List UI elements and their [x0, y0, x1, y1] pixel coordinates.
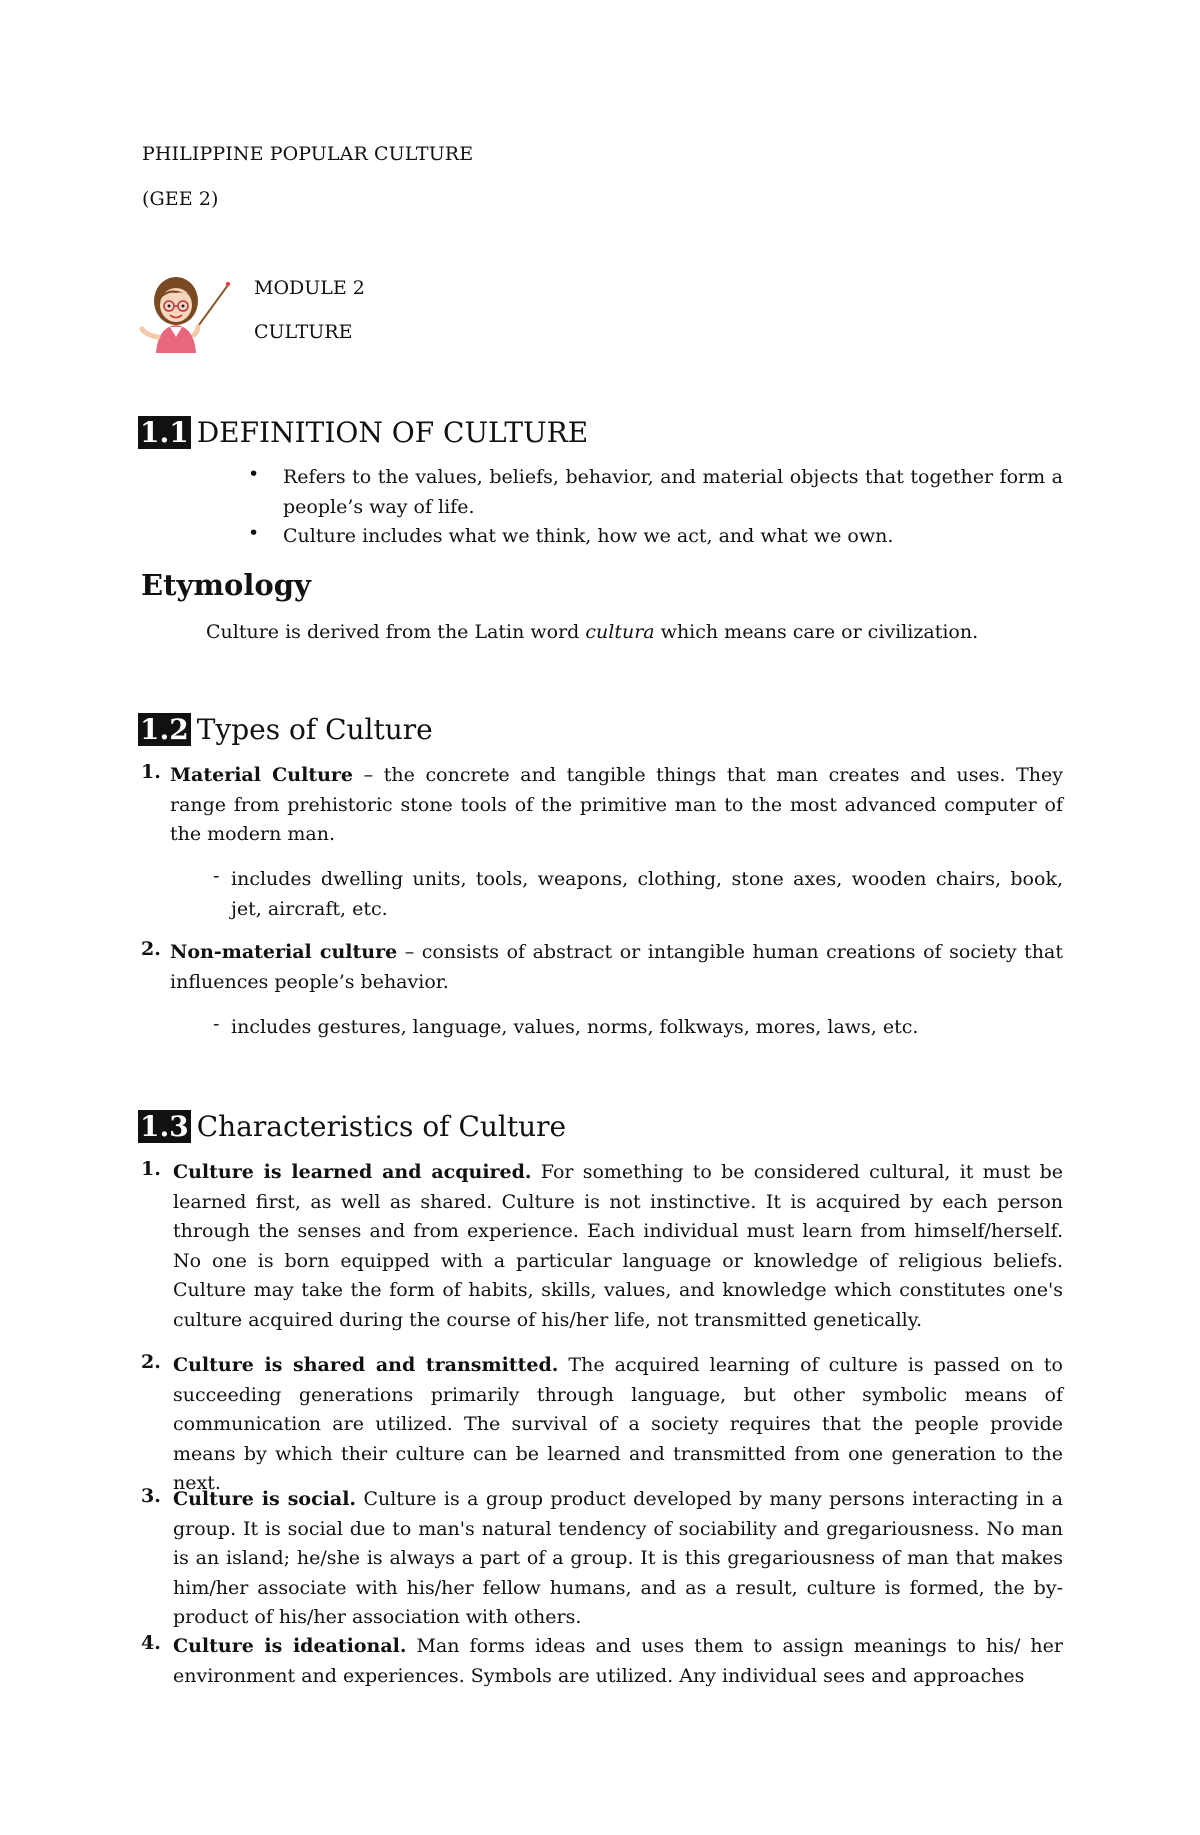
list-number: 3.: [141, 1485, 161, 1507]
sub-item-text: includes dwelling units, tools, weapons, clothing, stone axes, wooden chairs, book, jet, aircraft, etc.: [231, 868, 1063, 920]
latin-word: cultura: [585, 621, 655, 643]
list-item: Material Culture – the concrete and tangible things that man creates and uses. They range from prehistoric stone tools of the primitive man to the most advanced computer of the modern man.: [170, 764, 1064, 845]
list-number: 4.: [141, 1632, 161, 1654]
section-number: 1.1: [140, 416, 189, 449]
section-title: Characteristics of Culture: [196, 1110, 567, 1143]
etymology-text: Culture is derived from the Latin word cultura which means care or civilization.: [206, 621, 979, 643]
section-heading-1: [138, 416, 588, 449]
bullet-icon: •: [248, 522, 260, 544]
course-title: PHILIPPINE POPULAR CULTURE: [142, 143, 474, 165]
etymology-heading: Etymology: [141, 568, 311, 602]
list-item: Culture is ideational. Man forms ideas and uses them to assign meanings to his/ her environment and experiences. Symbols are utilized. Any individual sees and approaches: [173, 1635, 1063, 1687]
module-number: MODULE 2: [254, 277, 365, 299]
course-code: (GEE 2): [142, 188, 219, 210]
bullet-text: Refers to the values, beliefs, behavior, and material objects that together form a people’s way of life.: [283, 466, 1063, 518]
sub-item-text: includes gestures, language, values, norms, folkways, mores, laws, etc.: [231, 1016, 919, 1038]
list-number: 1.: [141, 1158, 161, 1180]
list-item: Culture is social. Culture is a group product developed by many persons interacting in a group. It is social due to man's natural tendency of sociability and gregariousness. No man is an island; he/she is always a part of a group. It is this gregariousness of man that makes him/her associate with his/her fellow humans, and as a result, culture is formed, the by-product of his/her association with others.: [173, 1488, 1063, 1628]
section-heading-2: [138, 713, 433, 746]
list-number: 2.: [141, 1351, 161, 1373]
list-number: 2.: [141, 938, 161, 960]
section-number: 1.3: [140, 1110, 189, 1143]
dash-marker: -: [213, 1013, 220, 1035]
section-number: 1.2: [140, 713, 189, 746]
section-title: Types of Culture: [196, 713, 433, 746]
bullet-text: Culture includes what we think, how we act, and what we own.: [283, 525, 894, 547]
dash-marker: -: [213, 865, 220, 887]
list-number: 1.: [141, 761, 161, 783]
teacher-illustration: [138, 271, 230, 353]
list-item: Culture is shared and transmitted. The acquired learning of culture is passed on to succeeding generations primarily through language, but other symbolic means of communication are utilized. The survival of a society requires that the people provide means by which their culture can be learned and transmitted from one generation to the next.: [173, 1354, 1063, 1494]
bullet-icon: •: [248, 463, 260, 485]
section-title: DEFINITION OF CULTURE: [196, 416, 589, 449]
list-item: Culture is learned and acquired. For something to be considered cultural, it must be learned first, as well as shared. Culture is not instinctive. It is acquired by each person through the senses and from experience. Each individual must learn from himself/herself. No one is born equipped with a particular language or knowledge of religious beliefs. Culture may take the form of habits, skills, values, and knowledge which constitutes one's culture acquired during the course of his/her life, not transmitted genetically.: [173, 1161, 1063, 1331]
list-item: Non-material culture – consists of abstract or intangible human creations of society that influences people’s behavior.: [170, 941, 1063, 993]
module-title: CULTURE: [254, 321, 353, 343]
section-heading-3: [138, 1110, 566, 1143]
